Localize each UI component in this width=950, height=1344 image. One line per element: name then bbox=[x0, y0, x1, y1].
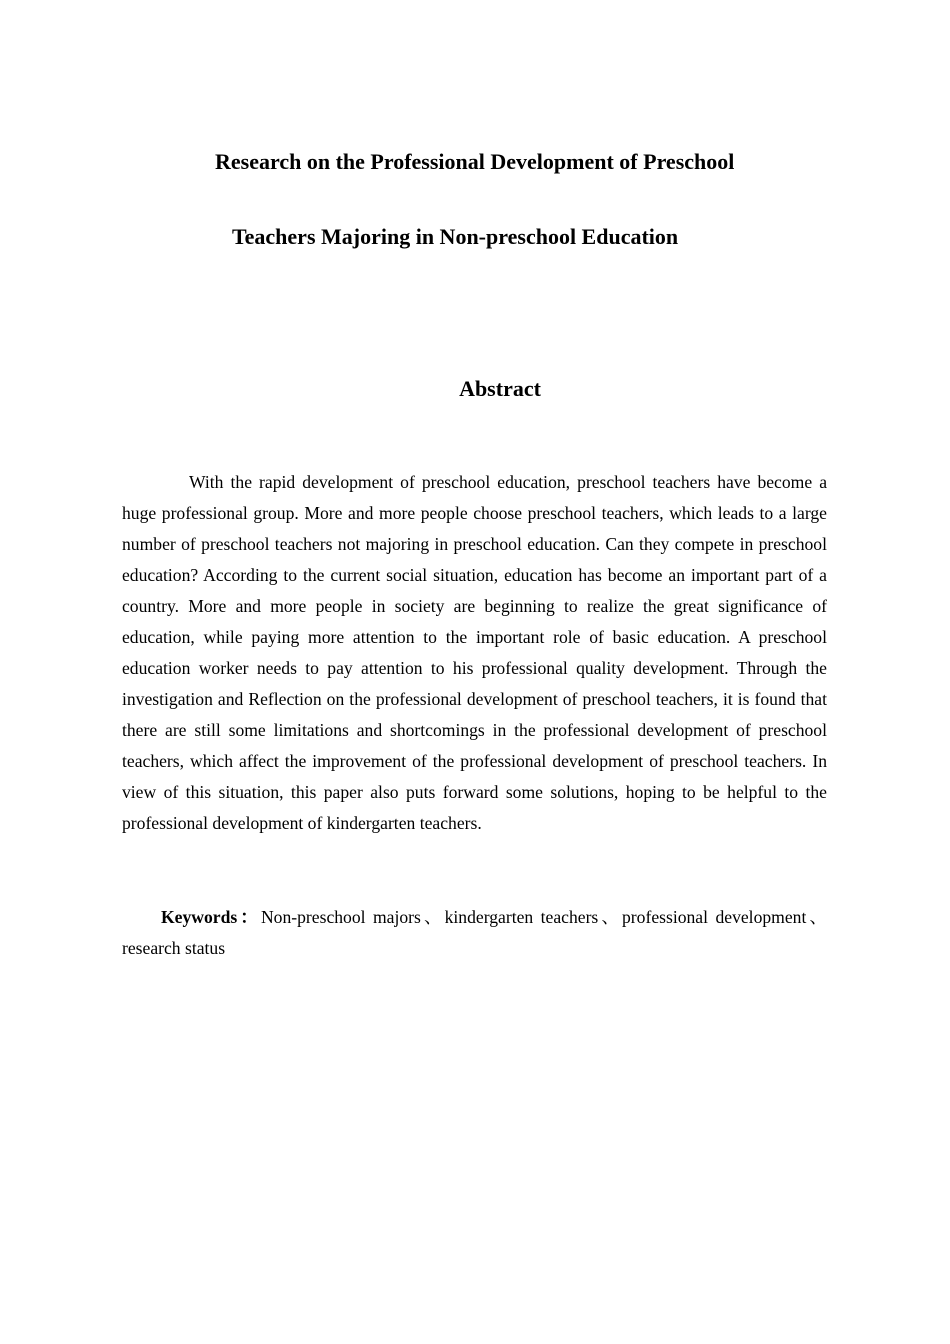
keywords-paragraph bbox=[122, 902, 827, 964]
paper-title-line-1: Research on the Professional Development of Preschool bbox=[215, 149, 735, 174]
abstract-heading: Abstract bbox=[459, 376, 541, 401]
keywords-label: Keywords： bbox=[161, 907, 261, 927]
abstract-body: With the rapid development of preschool education, preschool teachers have become a huge professional group. More and more people choose preschool teachers, which leads to a large number of preschool teachers not majoring in preschool education. Can they compete in preschool education? According to the current social situation, education has become an important part of a country. More and more people in society are beginning to realize the great significance of education, while paying more attention to the important role of basic education. A preschool education worker needs to pay attention to his professional quality development. Through the investigation and Reflection on the professional development of preschool teachers, it is found that there are still some limitations and shortcomings in the professional development of preschool teachers, which affect the improvement of the professional development of preschool teachers. In view of this situation, this paper also puts forward some solutions, hoping to be helpful to the professional development of kindergarten teachers. bbox=[122, 472, 827, 833]
keywords-text: Non-preschool majors、kindergarten teachers、professional development、research status bbox=[122, 907, 828, 958]
paper-title-line-2: Teachers Majoring in Non-preschool Education bbox=[232, 224, 679, 249]
